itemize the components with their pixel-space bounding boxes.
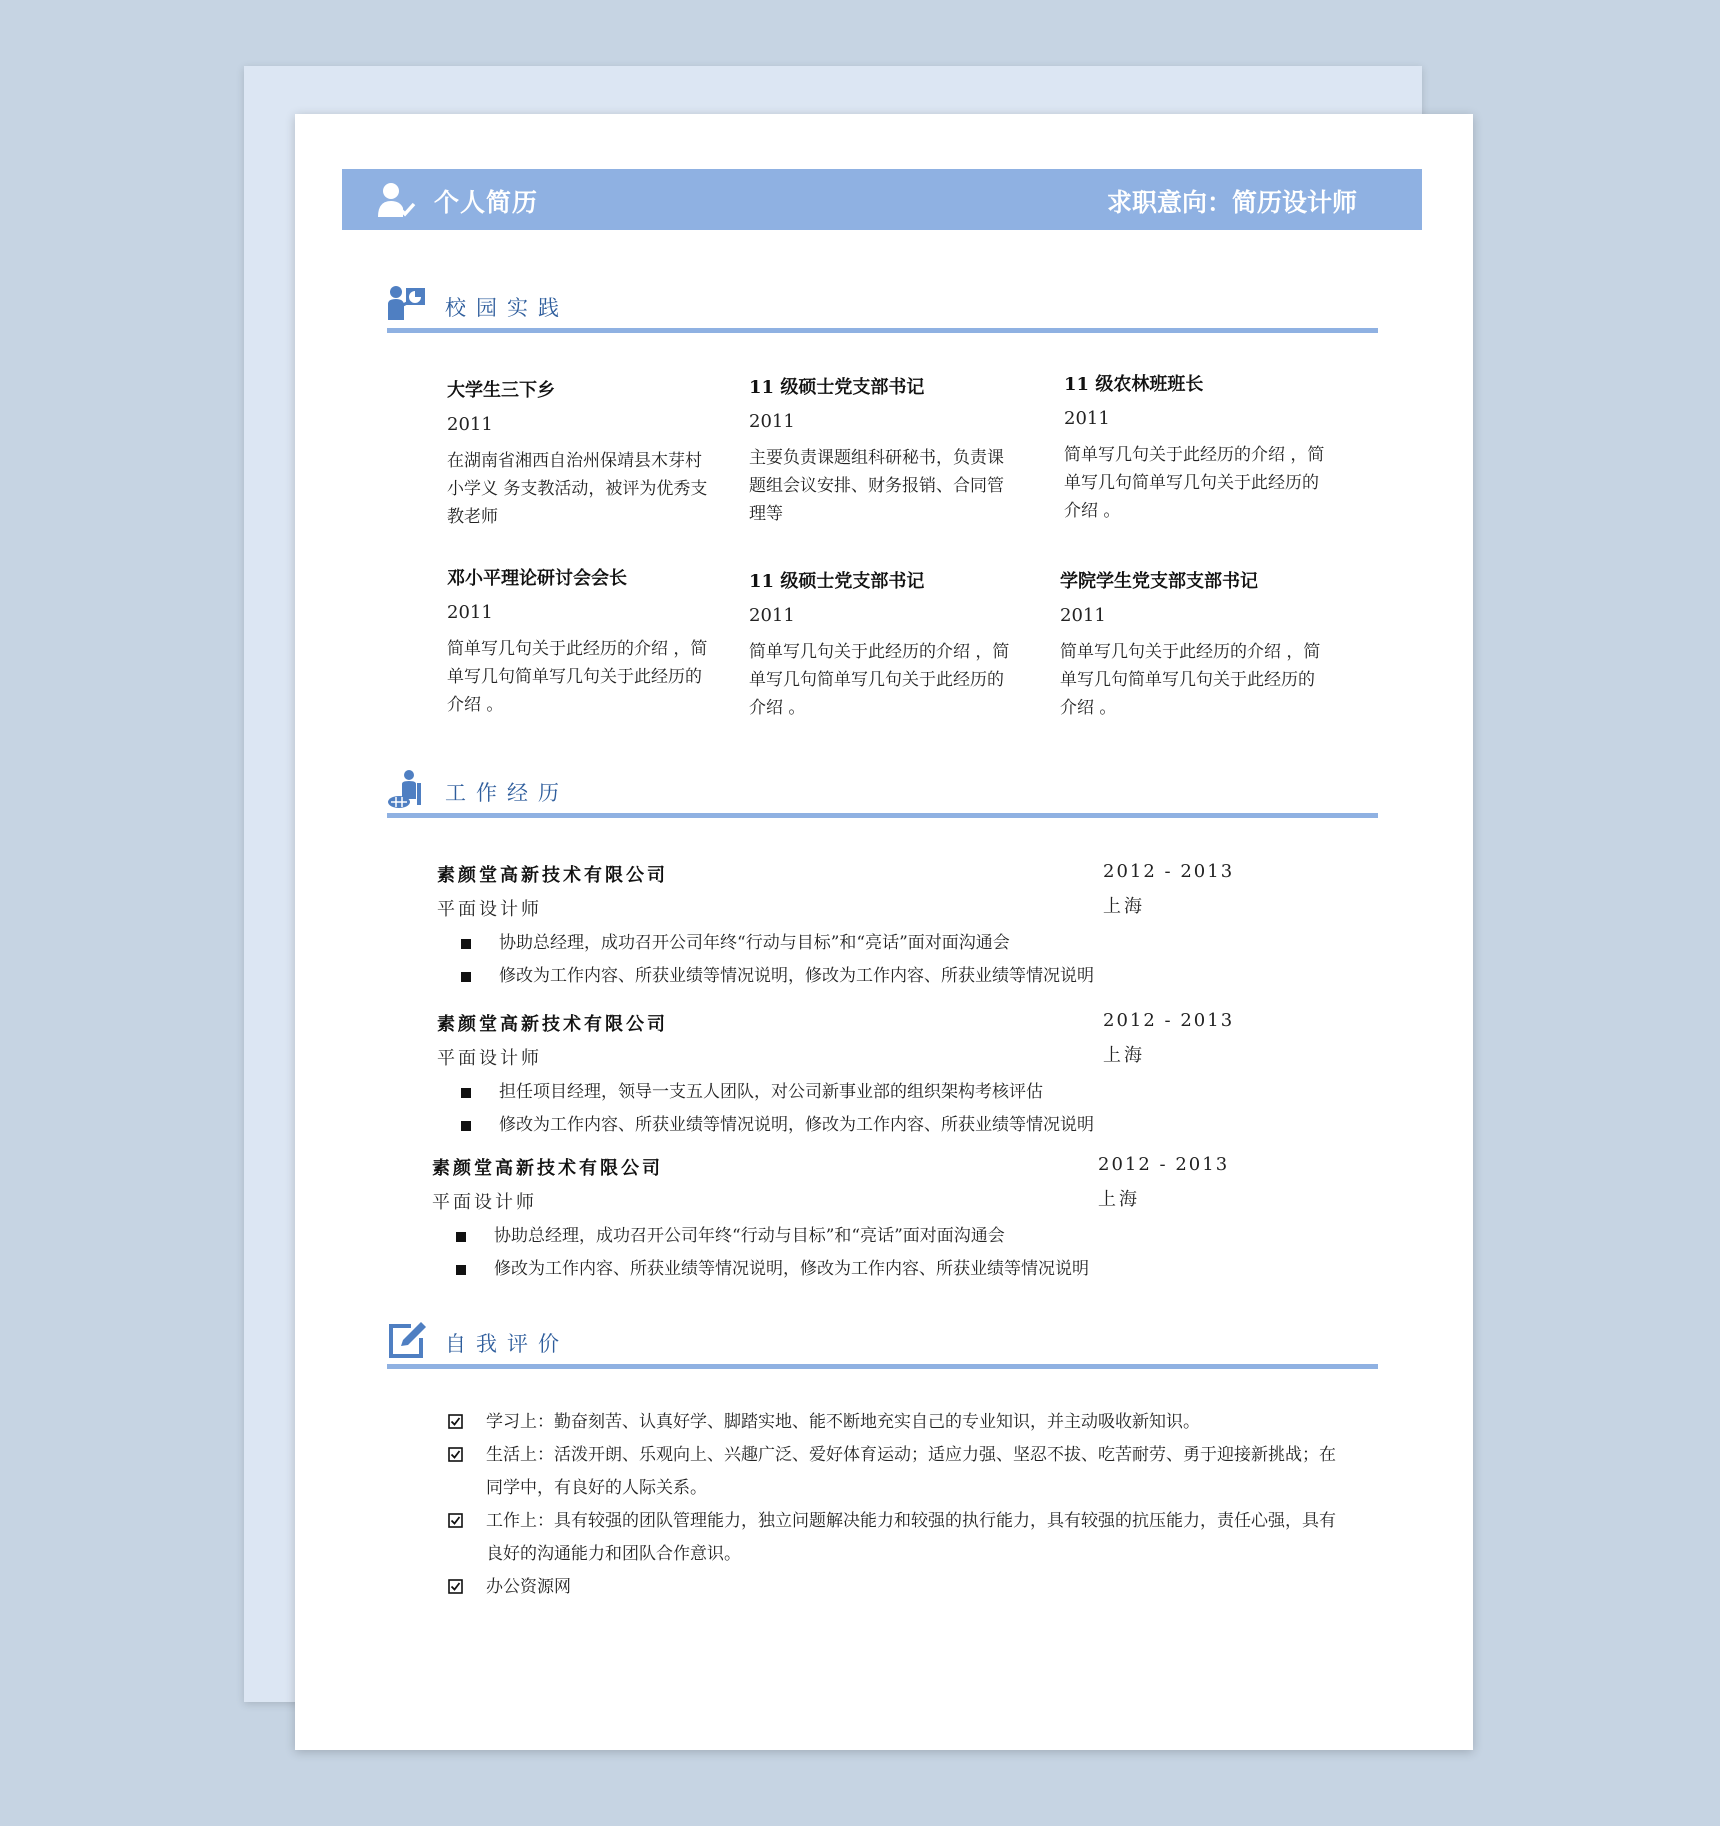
checkbox-icon: [448, 1447, 463, 1462]
job-company: 素颜堂高新技术有限公司: [437, 1014, 668, 1035]
job-bullet-text: 担任项目经理，领导一支五人团队，对公司新事业部的组织架构考核评估: [499, 1082, 1043, 1102]
job-role: 平面设计师: [437, 899, 542, 920]
campus-item-year: 2011: [1064, 408, 1110, 429]
campus-item-title: 11 级硕士党支部书记: [749, 571, 925, 592]
self-divider: [387, 1364, 1378, 1369]
campus-item-year: 2011: [749, 605, 795, 626]
campus-item: [447, 376, 717, 531]
campus-item-title: 学院学生党支部支部书记: [1060, 571, 1258, 592]
job-years: 2012 - 2013: [1098, 1154, 1230, 1175]
self-evaluation-text: 学习上：勤奋刻苦、认真好学、脚踏实地、能不断地充实自己的专业知识，并主动吸收新知识。: [486, 1412, 1200, 1432]
campus-item-desc: 在湖南省湘西自治州保靖县木芽村小学义 务支教活动，被评为优秀支教老师: [447, 451, 708, 527]
campus-item: [447, 564, 717, 719]
self-evaluation-text: 工作上：具有较强的团队管理能力，独立问题解决能力和较强的执行能力，具有较强的抗压能力，责任心强，具有良好的沟通能力和团队合作意识。: [486, 1511, 1336, 1564]
campus-section-header: [387, 284, 1378, 334]
campus-item-desc: 简单写几句关于此经历的介绍 ，简单写几句简单写几句关于此经历的介绍 。: [447, 639, 708, 715]
job-city: 上海: [1103, 896, 1145, 917]
job-bullet-text: 协助总经理，成功召开公司年终“行动与目标”和“亮话”面对面沟通会: [494, 1226, 1005, 1246]
campus-item-title: 大学生三下乡: [447, 380, 555, 401]
job-bullet: [437, 1076, 1257, 1109]
job-role: 平面设计师: [432, 1192, 537, 1213]
job-bullet-text: 修改为工作内容、所获业绩等情况说明，修改为工作内容、所获业绩等情况说明: [499, 966, 1094, 986]
job-intent: 求职意向：简历设计师: [1106, 188, 1357, 217]
work-divider: [387, 813, 1378, 818]
campus-divider: [387, 328, 1378, 333]
campus-item-year: 2011: [1060, 605, 1106, 626]
campus-item: [1064, 370, 1334, 525]
job-entry: [437, 861, 1257, 993]
job-entry: [432, 1154, 1252, 1286]
checkbox-icon: [448, 1579, 463, 1594]
square-bullet-icon: [456, 1265, 466, 1275]
worker-icon: [387, 769, 427, 809]
job-bullet-text: 协助总经理，成功召开公司年终“行动与目标”和“亮话”面对面沟通会: [499, 933, 1010, 953]
campus-item-year: 2011: [447, 414, 493, 435]
square-bullet-icon: [456, 1232, 466, 1242]
square-bullet-icon: [461, 1121, 471, 1131]
job-company: 素颜堂高新技术有限公司: [437, 865, 668, 886]
job-years: 2012 - 2013: [1103, 1010, 1235, 1031]
campus-item-desc: 简单写几句关于此经历的介绍 ，简单写几句简单写几句关于此经历的介绍 。: [1064, 445, 1325, 521]
self-evaluation-item: [448, 1505, 1348, 1571]
self-evaluation-text: 生活上：活泼开朗、乐观向上、兴趣广泛、爱好体育运动；适应力强、坚忍不拔、吃苦耐劳、勇于迎接新挑战；在同学中，有良好的人际关系。: [486, 1445, 1336, 1498]
job-bullet: [437, 960, 1257, 993]
square-bullet-icon: [461, 972, 471, 982]
self-evaluation-list: [448, 1406, 1348, 1604]
job-role: 平面设计师: [437, 1048, 542, 1069]
job-company: 素颜堂高新技术有限公司: [432, 1158, 663, 1179]
job-bullet-text: 修改为工作内容、所获业绩等情况说明，修改为工作内容、所获业绩等情况说明: [499, 1115, 1094, 1135]
self-heading: 自我评价: [445, 1332, 569, 1356]
self-evaluation-text: 办公资源网: [486, 1577, 571, 1597]
self-section-header: [387, 1320, 1378, 1370]
job-bullet: [432, 1253, 1252, 1286]
job-bullet: [437, 927, 1257, 960]
checkbox-icon: [448, 1513, 463, 1528]
campus-item-title: 11 级硕士党支部书记: [749, 377, 925, 398]
campus-item-desc: 简单写几句关于此经历的介绍 ，简单写几句简单写几句关于此经历的介绍 。: [1060, 642, 1321, 718]
job-bullet-text: 修改为工作内容、所获业绩等情况说明，修改为工作内容、所获业绩等情况说明: [494, 1259, 1089, 1279]
presenter-icon: [387, 284, 427, 324]
campus-item-desc: 主要负责课题组科研秘书，负责课题组会议安排、财务报销、合同管理等: [749, 448, 1004, 524]
square-bullet-icon: [461, 1088, 471, 1098]
self-evaluation-item: [448, 1406, 1348, 1439]
campus-item: [749, 373, 1019, 528]
square-bullet-icon: [461, 939, 471, 949]
resume-title: 个人简历: [434, 188, 539, 217]
job-years: 2012 - 2013: [1103, 861, 1235, 882]
campus-item-title: 11 级农林班班长: [1064, 374, 1204, 395]
campus-item-year: 2011: [447, 602, 493, 623]
campus-item: [1060, 567, 1330, 722]
resume-page: [295, 114, 1473, 1750]
job-city: 上海: [1098, 1189, 1140, 1210]
edit-icon: [387, 1320, 427, 1360]
job-city: 上海: [1103, 1045, 1145, 1066]
campus-item-desc: 简单写几句关于此经历的介绍 ，简单写几句简单写几句关于此经历的介绍 。: [749, 642, 1010, 718]
work-section-header: [387, 769, 1378, 819]
work-heading: 工作经历: [445, 781, 569, 805]
job-entry: [437, 1010, 1257, 1142]
resume-banner: [342, 169, 1422, 230]
checkbox-icon: [448, 1414, 463, 1429]
campus-item-title: 邓小平理论研讨会会长: [447, 568, 627, 589]
self-evaluation-item: [448, 1439, 1348, 1505]
user-check-icon: [376, 181, 416, 219]
job-bullet: [437, 1109, 1257, 1142]
job-bullet: [432, 1220, 1252, 1253]
campus-item-year: 2011: [749, 411, 795, 432]
campus-item: [749, 567, 1019, 722]
self-evaluation-item: [448, 1571, 1348, 1604]
campus-heading: 校园实践: [445, 296, 569, 320]
